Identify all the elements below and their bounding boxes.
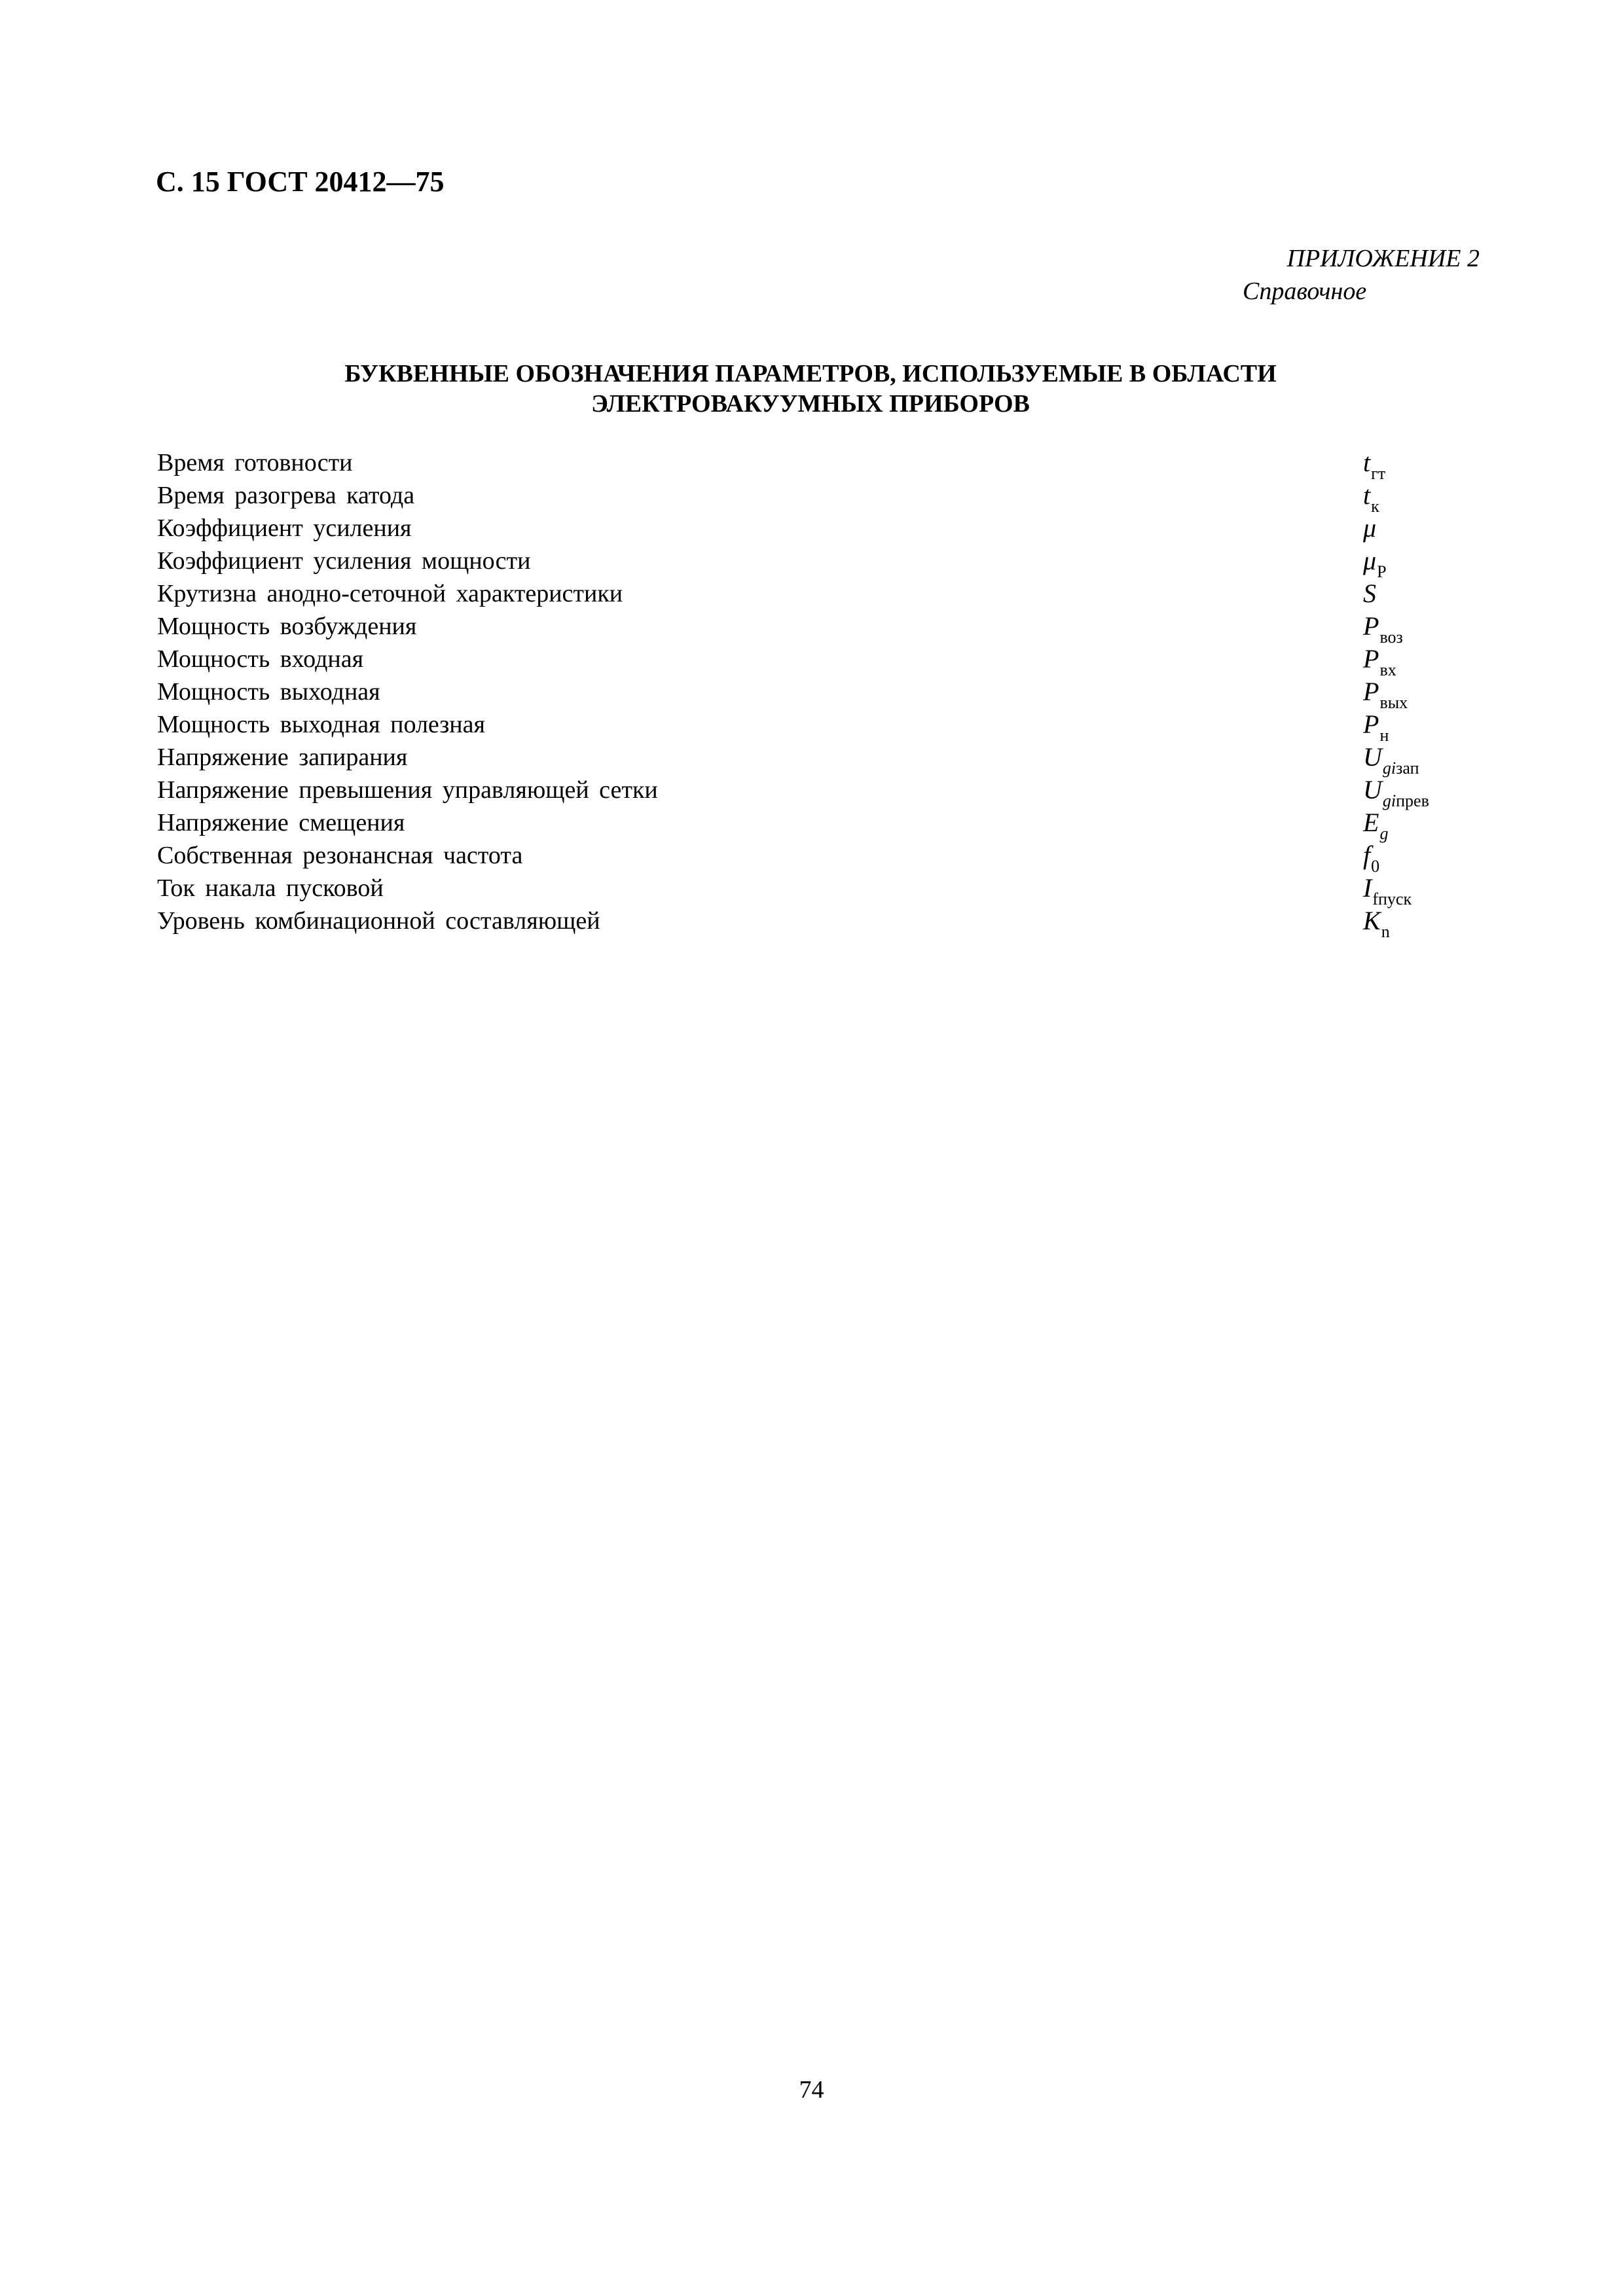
parameter-row (157, 905, 1480, 941)
symbol-subscript-text: вых (1379, 693, 1408, 712)
parameter-row (157, 806, 1480, 843)
standard-header: С. 15 ГОСТ 20412—75 (156, 166, 445, 198)
parameter-row (157, 872, 1480, 908)
parameter-row (157, 446, 1480, 483)
parameter-name: Ток накала пусковой (157, 874, 384, 902)
symbol-subscript-text: вх (1379, 660, 1396, 679)
parameter-symbol (1363, 905, 1390, 948)
symbol-subscript-italic: gi (1382, 759, 1396, 778)
appendix-label-block (1152, 242, 1480, 308)
symbol-subscript-text: воз (1379, 628, 1403, 647)
parameter-row (157, 708, 1480, 745)
symbol-subscript-text: зап (1396, 759, 1419, 778)
document-title (156, 359, 1465, 419)
parameter-row (157, 839, 1480, 876)
parameter-name: Напряжение запирания (157, 744, 408, 771)
parameter-list (157, 446, 1480, 941)
parameter-name: Мощность выходная полезная (157, 711, 485, 738)
parameter-row (157, 545, 1480, 581)
parameter-row (157, 512, 1480, 545)
symbol-base: I (1363, 873, 1372, 903)
symbol-base: U (1363, 775, 1382, 804)
title-line-2: ЭЛЕКТРОВАКУУМНЫХ ПРИБОРОВ (591, 390, 1030, 418)
parameter-name: Мощность возбуждения (157, 613, 417, 640)
appendix-type: Справочное (1243, 278, 1367, 305)
symbol-subscript-text: гт (1371, 464, 1386, 483)
parameter-name: Коэффициент усиления мощности (157, 547, 531, 575)
symbol-base: U (1363, 742, 1382, 772)
parameter-symbol (1363, 577, 1376, 611)
page-number: 74 (799, 2076, 824, 2104)
parameter-name: Крутизна анодно-сеточной характеристики (157, 580, 623, 607)
symbol-base: S (1363, 579, 1376, 608)
symbol-base: μ (1363, 546, 1377, 575)
symbol-subscript-text: к (1371, 497, 1379, 516)
symbol-subscript-italic: g (1379, 824, 1389, 843)
parameter-name: Коэффициент усиления (157, 514, 412, 542)
symbol-subscript-text: P (1377, 562, 1387, 581)
symbol-base: f (1363, 840, 1371, 870)
symbol-base: E (1363, 808, 1379, 837)
symbol-subscript-text: n (1381, 922, 1390, 941)
symbol-subscript-text: 0 (1371, 857, 1380, 876)
symbol-subscript (1381, 922, 1390, 941)
parameter-name: Мощность входная (157, 645, 364, 673)
parameter-row (157, 610, 1480, 647)
parameter-row (157, 675, 1480, 712)
parameter-name: Время разогрева катода (157, 482, 415, 509)
symbol-base: K (1363, 906, 1381, 935)
parameter-row (157, 577, 1480, 610)
parameter-name: Время готовности (157, 449, 353, 476)
symbol-subscript-text: прев (1396, 791, 1429, 810)
appendix-number: ПРИЛОЖЕНИЕ 2 (1286, 245, 1480, 272)
symbol-base: P (1363, 677, 1379, 706)
parameter-name: Уровень комбинационной составляющей (157, 907, 600, 935)
parameter-row (157, 643, 1480, 679)
symbol-subscript-text: fпуск (1372, 889, 1412, 908)
title-line-1: БУКВЕННЫЕ ОБОЗНАЧЕНИЯ ПАРАМЕТРОВ, ИСПОЛЬЗУЕМЫЕ В ОБЛАСТИ (344, 360, 1277, 387)
parameter-name: Собственная резонансная частота (157, 842, 523, 869)
parameter-symbol (1363, 512, 1376, 545)
symbol-base: P (1363, 611, 1379, 641)
symbol-subscript-text: н (1379, 726, 1389, 745)
parameter-name: Напряжение превышения управляющей сетки (157, 776, 658, 804)
parameter-row (157, 774, 1480, 810)
symbol-base: P (1363, 644, 1379, 673)
symbol-base: μ (1363, 513, 1377, 543)
symbol-base: t (1363, 448, 1371, 477)
parameter-row (157, 741, 1480, 778)
symbol-subscript-italic: gi (1382, 791, 1396, 810)
parameter-row (157, 479, 1480, 516)
symbol-base: t (1363, 480, 1371, 510)
symbol-base: P (1363, 709, 1379, 739)
parameter-name: Мощность выходная (157, 678, 380, 706)
parameter-name: Напряжение смещения (157, 809, 405, 836)
